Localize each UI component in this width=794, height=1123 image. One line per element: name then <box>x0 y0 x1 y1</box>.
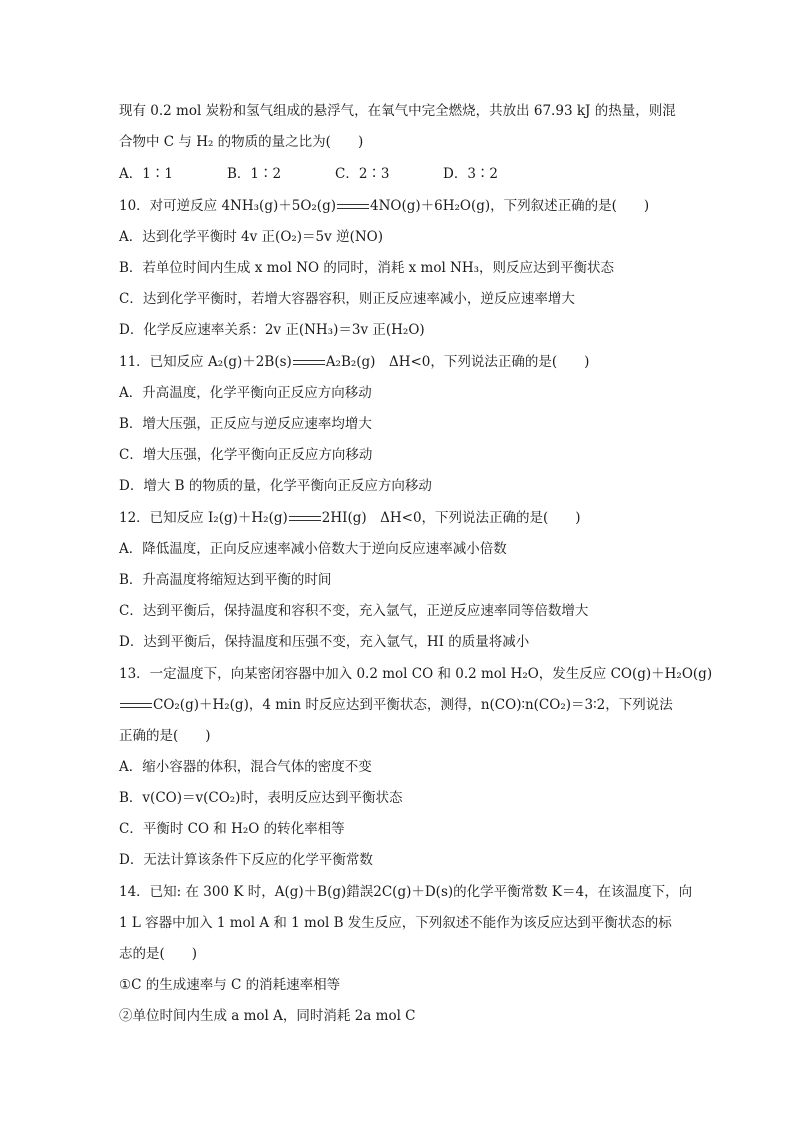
q12-stem-right: 2HI(g) ΔH<0，下列说法正确的是( ) <box>321 510 581 526</box>
q11-stem-left: 11．已知反应 A₂(g)＋2B(s) <box>119 354 292 370</box>
q11-stem <box>119 352 589 372</box>
q14-stem-line-2: 1 L 容器中加入 1 mol A 和 1 mol B 发生反应，下列叙述不能作为该反应达到平衡状态的标 <box>119 915 672 931</box>
q12-option-b: B．升高温度将缩短达到平衡的时间 <box>119 572 332 588</box>
q13-option-d: D．无法计算该条件下反应的化学平衡常数 <box>119 852 373 868</box>
q10-stem-left: 10．对可逆反应 4NH₃(g)＋5O₂(g) <box>119 198 336 214</box>
q9-option-b: B．1∶2 <box>227 166 282 182</box>
q11-stem-right: A₂B₂(g) ΔH<0，下列说法正确的是( ) <box>325 354 590 370</box>
q10-option-a: A．达到化学平衡时 4v 正(O₂)＝5v 逆(NO) <box>119 229 383 245</box>
q12-option-a: A．降低温度，正向反应速率减小倍数大于逆向反应速率减小倍数 <box>119 541 507 557</box>
q10-stem-right: 4NO(g)＋6H₂O(g)，下列叙述正确的是( ) <box>369 198 650 214</box>
q9-options <box>119 164 551 184</box>
q11-option-b: B．增大压强，正反应与逆反应速率均增大 <box>119 416 372 432</box>
reversible-arrow-icon <box>120 702 152 710</box>
intro-line-2: 合物中 C 与 H₂ 的物质的量之比为( ) <box>119 134 364 150</box>
reversible-arrow-icon <box>337 203 369 211</box>
q13-stem-line-1: 13．一定温度下，向某密闭容器中加入 0.2 mol CO 和 0.2 mol H₂O，发生反应 CO(g)＋H₂O(g) <box>119 666 713 682</box>
q14-stem-line-1: 14．已知: 在 300 K 时，A(g)＋B(g)錯誤2C(g)＋D(s)的化学平衡常数 K＝4，在该温度下，向 <box>119 884 693 900</box>
q12-option-d: D．达到平衡后，保持温度和压强不变，充入氩气，HI 的质量将减小 <box>119 634 530 650</box>
q13-stem-line-3: 正确的是( ) <box>119 728 211 744</box>
q11-option-c: C．增大压强，化学平衡向正反应方向移动 <box>119 447 373 463</box>
q14-item-2: ②单位时间内生成 a mol A，同时消耗 2a mol C <box>119 1008 416 1024</box>
q12-stem <box>119 508 581 528</box>
q10-stem <box>119 196 649 216</box>
q12-stem-left: 12．已知反应 I₂(g)＋H₂(g) <box>119 510 288 526</box>
q13-stem-line-2-text: CO₂(g)＋H₂(g)，4 min 时反应达到平衡状态，测得，n(CO)∶n(CO₂)＝3∶2，下列说法 <box>153 697 673 713</box>
reversible-arrow-icon <box>293 359 325 367</box>
q12-option-c: C．达到平衡后，保持温度和容积不变，充入氩气，正逆反应速率同等倍数增大 <box>119 603 589 619</box>
q11-option-d: D．增大 B 的物质的量，化学平衡向正反应方向移动 <box>119 478 432 494</box>
q14-item-1: ①C 的生成速率与 C 的消耗速率相等 <box>119 977 341 993</box>
q11-option-a: A．升高温度，化学平衡向正反应方向移动 <box>119 385 372 401</box>
q13-option-c: C．平衡时 CO 和 H₂O 的转化率相等 <box>119 821 345 837</box>
reversible-arrow-icon <box>289 515 321 523</box>
q9-option-a: A．1∶1 <box>119 166 173 182</box>
q10-option-b: B．若单位时间内生成 x mol NO 的同时，消耗 x mol NH₃，则反应达到平衡状态 <box>119 260 615 276</box>
q13-option-a: A．缩小容器的体积，混合气体的密度不变 <box>119 759 372 775</box>
q10-option-d: D．化学反应速率关系：2v 正(NH₃)＝3v 正(H₂O) <box>119 322 425 338</box>
q10-option-c: C．达到化学平衡时，若增大容器容积，则正反应速率减小，逆反应速率增大 <box>119 291 575 307</box>
q14-stem-line-3: 志的是( ) <box>119 946 198 962</box>
q9-option-d: D．3∶2 <box>443 166 499 182</box>
q13-option-b: B．v(CO)＝v(CO₂)时，表明反应达到平衡状态 <box>119 790 403 806</box>
q13-stem-line-2 <box>119 695 673 715</box>
q9-option-c: C．2∶3 <box>335 166 390 182</box>
intro-line-1: 现有 0.2 mol 炭粉和氢气组成的悬浮气，在氧气中完全燃烧，共放出 67.93 kJ 的热量，则混 <box>119 103 676 119</box>
